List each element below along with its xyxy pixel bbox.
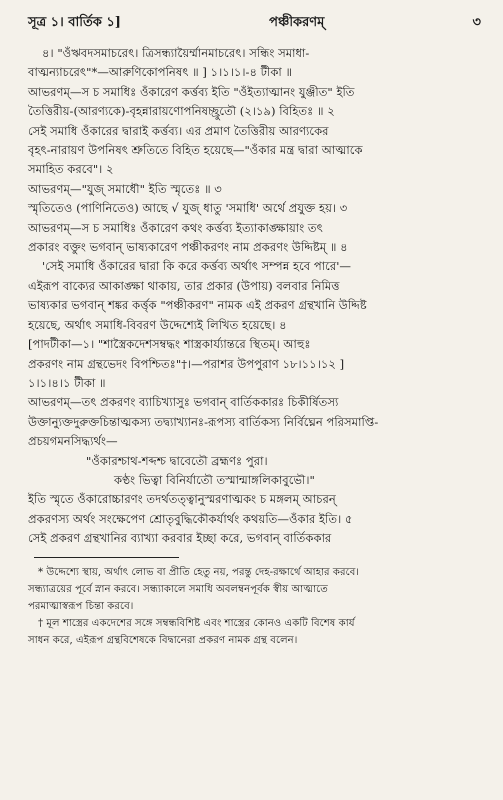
footnote-line: সন্ধ্যাত্রয়ের পূর্বে স্নান করবে। সন্ধ্যাকালে সমাধি অবলম্বনপূর্বক স্বীয় আত্মাতে — [28, 583, 328, 595]
header-section-ref: সূত্র ১। বার্তিক ১] — [28, 14, 121, 30]
text-line: তৈত্তিরীয়-(আরণ্যকে)-বৃহন্নারায়ণোপনিষচ্ছ্রুতৌ (২।১৯) বিহিতঃ ॥ ২ — [28, 104, 335, 119]
text-line: স্মৃতিতেও (পাণিনিতেও) আছে √ যুজ্ ধাতু 'সমাধি' অর্থে প্রযুক্ত হয়। ৩ — [28, 201, 348, 216]
verse-line: "ওঁকারশ্চাথ-শব্দশ্চ দ্বাবেতৌ ব্রহ্মণঃ পুরা। — [86, 453, 268, 468]
footnote-divider — [34, 557, 179, 558]
running-header — [28, 10, 481, 36]
text-line: [পাদটীকা—১। "শাস্ত্রৈকদেশসম্বদ্ধং শাস্ত্রকার্য্যান্তরে স্থিতম্। আহুঃ — [28, 337, 311, 352]
text-line: সমাহিত করবে"। ২ — [28, 162, 114, 177]
header-title: পঞ্চীকরণম্ — [269, 14, 325, 30]
footnotes — [28, 564, 481, 649]
footnote-line: † মূল শাস্ত্রের একদেশের সঙ্গে সম্বন্ধবিশিষ্ট এবং শাস্ত্রের কোনও একটি বিশেষ কার্য — [38, 617, 355, 629]
verse-line: কণ্ঠং ভিত্বা বিনির্যাতৌ তস্মান্মাঙ্গলিকাবুভৌ।" — [114, 472, 315, 487]
text-line: প্রকরণস্য অর্থং সংক্ষেপেণ শ্রোতৃবুদ্ধিকৌকর্যার্থং কথয়তি—ওঁকার ইতি। ৫ — [28, 511, 353, 526]
text-line: ইতি স্মৃতে ওঁকারোচ্চারণং তদর্থতত্ত্বানুস্মরণাত্মকং চ মঙ্গলম্ আচরন্ — [28, 492, 336, 507]
text-line: সেই প্রকরণ গ্রন্থখানির ব্যাখ্যা করবার ইচ্ছা করে, ভগবান্ বার্তিককার — [28, 531, 332, 546]
text-line: প্রকারং বক্তুং ভগবান্ ভাষ্যকারেণ পঞ্চীকরণং নাম প্রকরণং উদ্দিষ্টম্ ॥ ৪ — [28, 240, 348, 255]
text-line: আভরণম্—তৎ প্রকরণং ব্যাচিখ্যাসুঃ ভগবান্ বার্তিককারঃ চিকীর্ষিতস্য — [28, 395, 339, 410]
text-line: প্রচয়গমনসিদ্ধ্যর্থং— — [28, 434, 118, 449]
page-number: ৩ — [472, 14, 481, 30]
text-line: আভরণম্—"যুজ্ সমাধৌ" ইতি স্মৃতেঃ ॥ ৩ — [28, 181, 222, 196]
text-line: বৃহৎ-নারায়ণ উপনিষৎ শ্রুতিতে বিহিত হয়েছে—"ওঁকার মন্ত্র দ্বারা আত্মাকে — [28, 143, 363, 158]
main-text — [28, 44, 481, 549]
text-line: আভরণম্—স চ সমাধিঃ ওঁকারেণ কর্ত্তব্য ইতি "ওঁইত্যাত্মানং যুঞ্জীত" ইতি — [28, 84, 355, 99]
text-line: উক্তান্যুক্তদুরুক্তচিন্তাত্মকস্য তদ্ব্যাখ্যানঃ-রূপস্য বার্তিকস্য নির্বিঘ্নেন পরিসমাপ্তি- — [28, 414, 379, 429]
footnote-line: পরমাত্মাস্বরূপ চিন্তা করবে। — [28, 600, 134, 612]
text-line: ৪। "ওঁঋবদসমাচরেৎ। ত্রিসন্ধ্যায়ৈর্ম্মানমাচরেৎ। সন্ধিং সমাধা- — [42, 46, 310, 60]
text-line: সেই সমাধি ওঁকারের দ্বারাই কর্ত্তব্য। এর প্রমাণ তৈত্তিরীয় আরণ্যকের — [28, 123, 329, 138]
text-line: হয়েছে, অর্থাৎ সমাধি-বিবরণ উদ্দেশ্যেই লিখিত হয়েছে। ৪ — [28, 317, 287, 332]
text-line: এইরূপ বাক্যের আকাঙ্ক্ষা থাকায়, তার প্রকার (উপায়) বলবার নিমিত্ত — [28, 278, 340, 293]
text-line: প্রকরণং নাম গ্রন্থভেদং বিপশ্চিতঃ"†।—পরাশর উপপুরাণ ১৮।১১।১২ ] — [28, 356, 345, 371]
text-line: বাত্মন্যাচরেৎ"*—আরুণিকোপনিষৎ ॥ ] ১।১।১।-৪ টীকা ॥ — [28, 65, 293, 80]
text-line: 'সেই সমাধি ওঁকারের দ্বারা কি করে কর্ত্তব্য অর্থাৎ সম্পন্ন হবে পারে'— — [42, 259, 351, 274]
text-line: ভাষ্যকার ভগবান্ শঙ্কর কর্ত্তৃক "পঞ্চীকরণ" নামক এই প্রকরণ গ্রন্থখানি উদ্দিষ্ট — [28, 298, 367, 313]
text-line: আভরণম্—স চ সমাধিঃ ওঁকারেণ কথং কর্ত্তব্য ইত্যাকাঙ্ক্ষায়াং তৎ — [28, 220, 323, 235]
text-line: ১।১।৪।১ টীকা ॥ — [28, 375, 106, 390]
footnote-line: * উদ্দেশ্যে স্থায়, অর্থাৎ লোভ বা প্রীতি হেতু নয়, পরন্তু দেহ-রক্ষার্থে আহার করবে। — [38, 566, 360, 578]
footnote-line: সাধন করে, এইরূপ গ্রন্থবিশেষকে বিদ্বানেরা প্রকরণ নামক গ্রন্থ বলেন। — [28, 634, 298, 646]
